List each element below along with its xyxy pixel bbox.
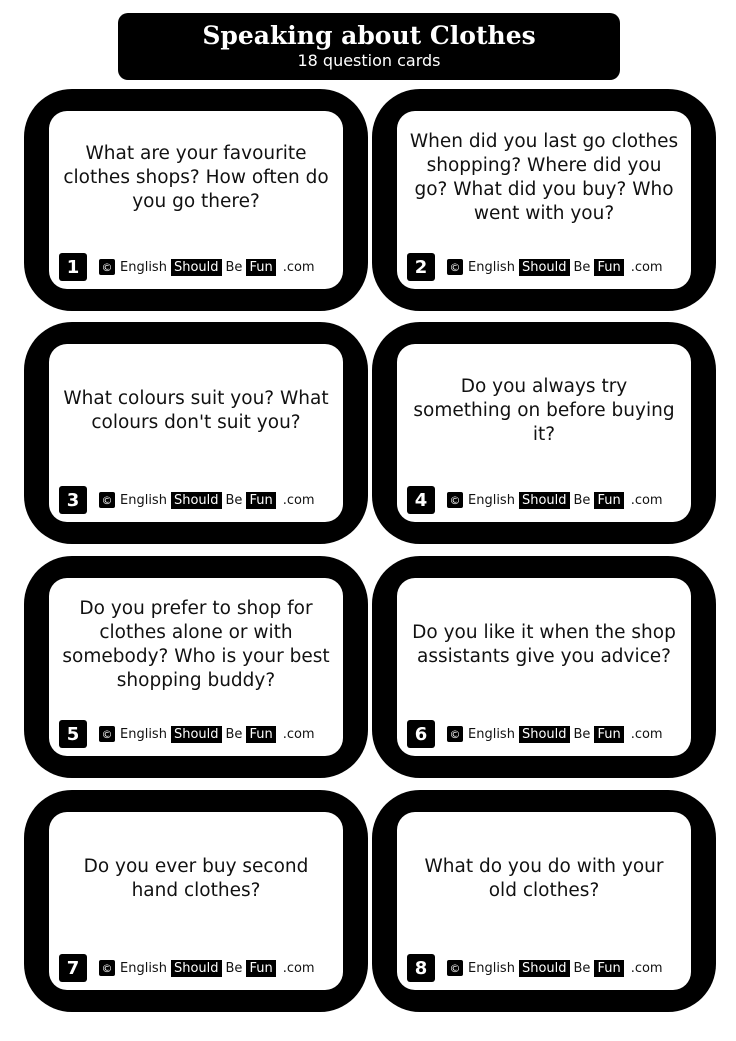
- brand-domain: .com: [630, 492, 663, 508]
- brand-domain: .com: [630, 726, 663, 742]
- brand-fun: Fun: [246, 259, 275, 276]
- brand-fun: Fun: [594, 259, 623, 276]
- brand-fun: Fun: [246, 726, 275, 743]
- card-face: [397, 344, 691, 522]
- card-number: 7: [59, 954, 87, 982]
- brand-be: Be: [573, 726, 591, 742]
- copyright-icon: ©: [447, 960, 463, 976]
- card-number: 8: [407, 954, 435, 982]
- copyright-icon: ©: [447, 259, 463, 275]
- brand-fun: Fun: [594, 726, 623, 743]
- card-face: [49, 812, 343, 990]
- card-question: Do you prefer to shop for clothes alone or with somebody? Who is your best shopping buddy?: [62, 598, 330, 691]
- card-footer: [407, 486, 663, 514]
- brand-domain: .com: [282, 726, 315, 742]
- card-footer: [407, 954, 663, 982]
- question-card-7: [24, 790, 368, 1012]
- brand-be: Be: [225, 960, 243, 976]
- card-number: 1: [59, 253, 87, 281]
- card-footer: [59, 954, 315, 982]
- card-question: When did you last go clothes shopping? Where did you go? What did you buy? Who went with you?: [409, 131, 679, 224]
- brand-domain: .com: [282, 259, 315, 275]
- card-footer: [59, 486, 315, 514]
- copyright-icon: ©: [99, 492, 115, 508]
- brand-domain: .com: [630, 960, 663, 976]
- copyright-icon: ©: [447, 492, 463, 508]
- question-card-4: [372, 322, 716, 544]
- brand-domain: .com: [282, 960, 315, 976]
- brand-fun: Fun: [594, 960, 623, 977]
- brand-english: English: [468, 726, 515, 742]
- card-number: 6: [407, 720, 435, 748]
- brand-should: Should: [171, 960, 222, 977]
- card-footer: [59, 253, 315, 281]
- card-face: [49, 344, 343, 522]
- card-face: [397, 111, 691, 289]
- page-subtitle: 18 question cards: [297, 51, 441, 70]
- card-question: Do you always try something on before buying it?: [413, 376, 675, 445]
- brand-be: Be: [573, 492, 591, 508]
- brand-domain: .com: [282, 492, 315, 508]
- card-face: [397, 578, 691, 756]
- card-number: 4: [407, 486, 435, 514]
- card-face: [49, 578, 343, 756]
- card-number: 3: [59, 486, 87, 514]
- card-footer: [407, 720, 663, 748]
- card-face: [397, 812, 691, 990]
- brand-english: English: [468, 259, 515, 275]
- brand-english: English: [120, 726, 167, 742]
- brand-be: Be: [225, 726, 243, 742]
- brand-should: Should: [171, 492, 222, 509]
- brand-english: English: [120, 960, 167, 976]
- question-card-5: [24, 556, 368, 778]
- brand-english: English: [468, 492, 515, 508]
- copyright-icon: ©: [99, 960, 115, 976]
- card-question: What are your favourite clothes shops? How often do you go there?: [63, 143, 329, 212]
- card-question: Do you like it when the shop assistants give you advice?: [412, 622, 676, 667]
- brand-should: Should: [519, 492, 570, 509]
- copyright-icon: ©: [99, 259, 115, 275]
- card-face: [49, 111, 343, 289]
- question-card-8: [372, 790, 716, 1012]
- brand-fun: Fun: [246, 492, 275, 509]
- brand-be: Be: [225, 259, 243, 275]
- copyright-icon: ©: [447, 726, 463, 742]
- brand-english: English: [120, 259, 167, 275]
- card-question: Do you ever buy second hand clothes?: [83, 856, 309, 901]
- brand-fun: Fun: [594, 492, 623, 509]
- question-card-6: [372, 556, 716, 778]
- title-banner: [118, 13, 620, 80]
- question-card-2: [372, 89, 716, 311]
- brand-be: Be: [573, 960, 591, 976]
- question-card-3: [24, 322, 368, 544]
- brand-should: Should: [519, 259, 570, 276]
- question-card-1: [24, 89, 368, 311]
- card-number: 5: [59, 720, 87, 748]
- brand-fun: Fun: [246, 960, 275, 977]
- page-title: Speaking about Clothes: [202, 21, 536, 50]
- brand-be: Be: [225, 492, 243, 508]
- brand-should: Should: [519, 726, 570, 743]
- brand-domain: .com: [630, 259, 663, 275]
- brand-be: Be: [573, 259, 591, 275]
- card-question: What do you do with your old clothes?: [424, 856, 664, 901]
- card-number: 2: [407, 253, 435, 281]
- brand-should: Should: [171, 259, 222, 276]
- brand-english: English: [120, 492, 167, 508]
- brand-should: Should: [519, 960, 570, 977]
- card-footer: [59, 720, 315, 748]
- brand-should: Should: [171, 726, 222, 743]
- card-footer: [407, 253, 663, 281]
- brand-english: English: [468, 960, 515, 976]
- copyright-icon: ©: [99, 726, 115, 742]
- card-question: What colours suit you? What colours don't suit you?: [63, 388, 329, 433]
